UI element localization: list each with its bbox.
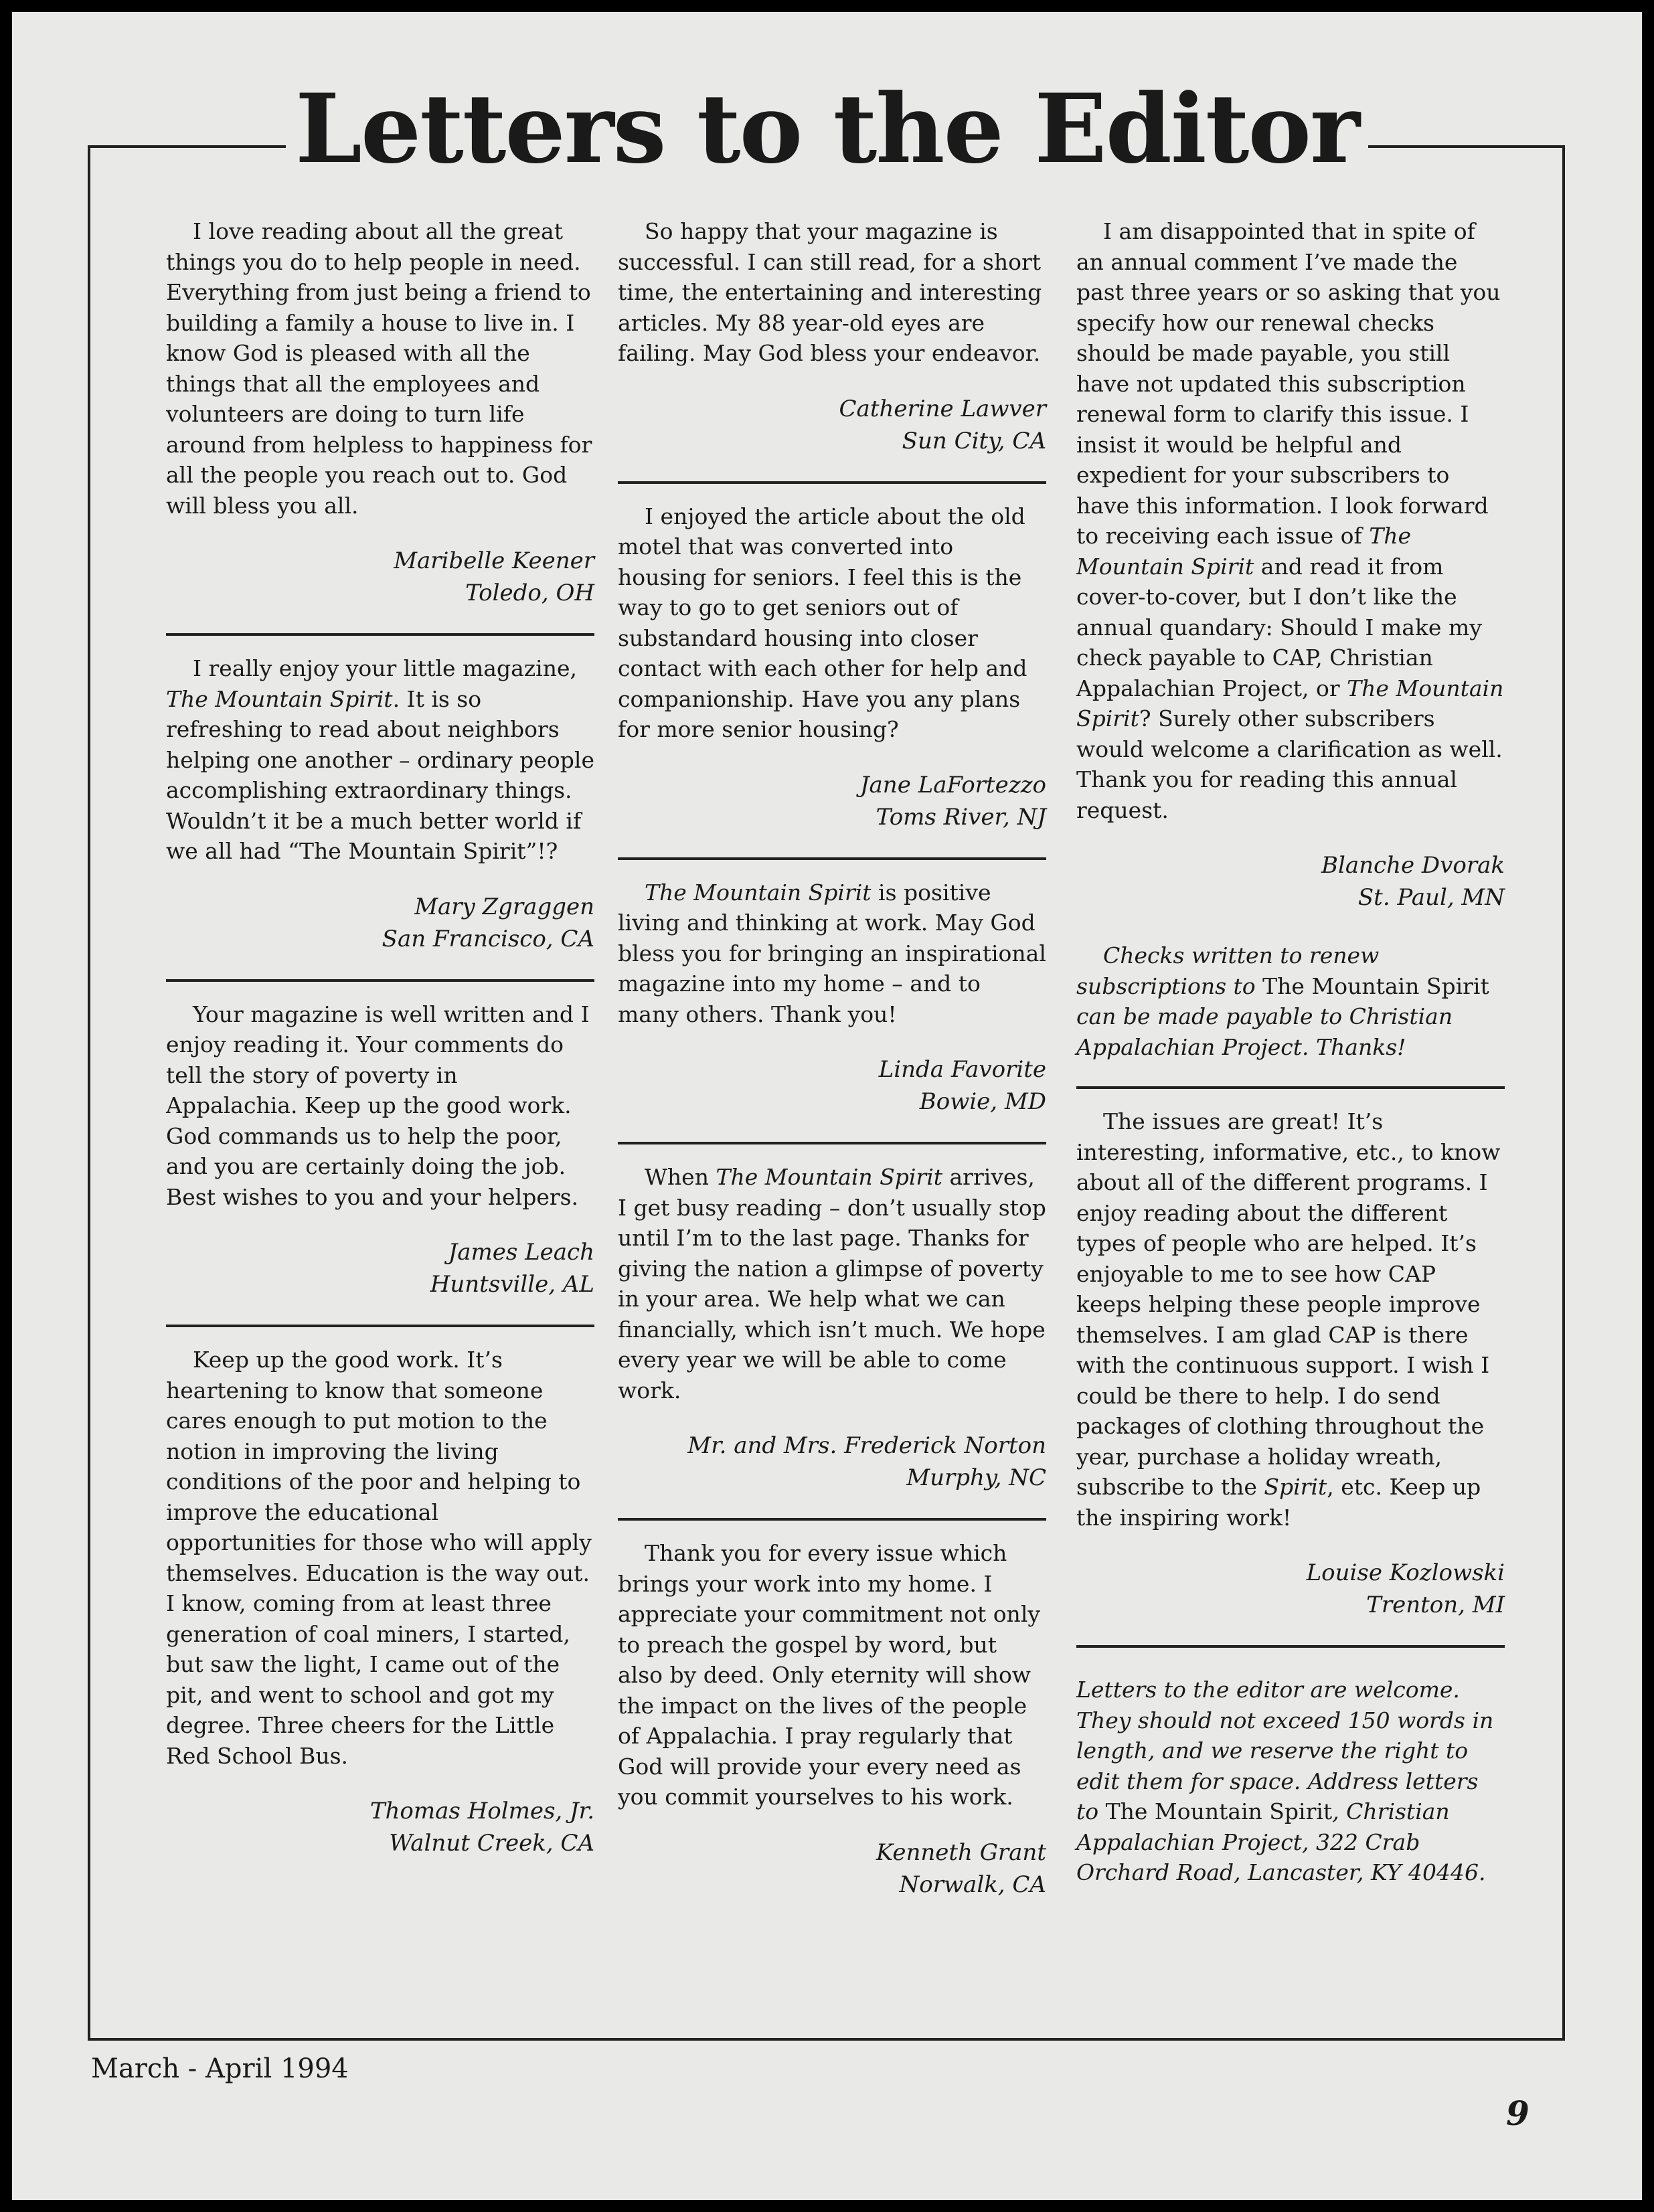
letter-author: Kenneth Grant bbox=[876, 1839, 1046, 1866]
letter-author: Blanche Dvorak bbox=[1321, 852, 1505, 879]
letter-text: I really enjoy your little magazine, bbox=[193, 655, 577, 681]
letter-location: Huntsville, AL bbox=[430, 1271, 594, 1298]
magazine-name: The Mountain Spirit bbox=[645, 879, 872, 906]
letter bbox=[166, 653, 594, 955]
magazine-page bbox=[12, 12, 1642, 2200]
magazine-name: The Mountain Spirit bbox=[166, 685, 393, 712]
magazine-name: The Mountain Spirit bbox=[716, 1164, 943, 1190]
letter bbox=[1076, 1106, 1505, 1621]
letter bbox=[618, 501, 1046, 833]
checks-note-text bbox=[1076, 940, 1505, 1062]
editor-note bbox=[1076, 1675, 1505, 1888]
letter-divider bbox=[166, 979, 594, 982]
letter-body: I enjoyed the article about the old motel that was converted into housing for seniors. I feel this is the way to go to get seniors out of substandard housing into closer contact with each other for help and companionship. Have you any plans for more senior housing? bbox=[618, 503, 1027, 742]
letter-body: Thank you for every issue which brings your work into my home. I appreciate your commitment not only to preach the gospel by word, but also by deed. Only eternity will show the impact on the lives of the people of Appalachia. I pray regularly that God will provide your every need as you commit yourselves to his work. bbox=[618, 1540, 1041, 1810]
note-text: can be made payable to Christian Appalachian Project. Thanks! bbox=[1076, 1003, 1453, 1060]
letter-divider bbox=[618, 481, 1046, 484]
letter bbox=[166, 999, 594, 1301]
letter-signature bbox=[618, 393, 1046, 457]
editor-note-text bbox=[1076, 1675, 1505, 1888]
letter-author: James Leach bbox=[448, 1239, 594, 1266]
letter-divider bbox=[166, 633, 594, 636]
letter-location: Murphy, NC bbox=[906, 1464, 1046, 1491]
page-title-wrap bbox=[12, 72, 1642, 186]
note-text: Letters to the editor are welcome. They should not exceed 150 words in length, and we reserve the right to edit them for space. Address letters to bbox=[1076, 1677, 1494, 1824]
note-text: , Christian Appalachian Project, 322 Crab Orchard Road, Lancaster, KY 40446. bbox=[1076, 1798, 1486, 1885]
letter-text: and read it from cover-to-cover, but I don’t like the annual quandary: Should I make my check payable to CAP, Christian Appalachian Project, or bbox=[1076, 553, 1482, 701]
letter-divider bbox=[618, 1518, 1046, 1521]
letter-text: . It is so refreshing to read about neighbors helping one another – ordinary people accomplishing extraordinary things. Wouldn’t it be a much better world if we all had “The Mountain Spirit”!? bbox=[166, 685, 595, 864]
letter-author: Maribelle Keener bbox=[394, 547, 594, 574]
letter-signature bbox=[1076, 1557, 1505, 1621]
letter-body bbox=[618, 1162, 1046, 1406]
letter-author: Mary Zgraggen bbox=[414, 893, 594, 920]
letter-body: Your magazine is well written and I enjoy reading it. Your comments do tell the story of poverty in Appalachia. Keep up the good work. God commands us to help the poor, and you are certainly doing the job. Best wishes to you and your helpers. bbox=[166, 1001, 590, 1210]
letter-text: I am disappointed that in spite of an annual comment I’ve made the past three years or so asking that you specify how our renewal checks should be made payable, you still have not updated this subscription renewal form to clarify this issue. I insist it would be helpful and expedient for your subscribers to have this information. I look forward to receiving each issue of bbox=[1076, 218, 1501, 549]
letter-divider bbox=[618, 857, 1046, 860]
letter-location: Trenton, MI bbox=[1366, 1592, 1505, 1618]
letter-signature bbox=[618, 769, 1046, 833]
letter-location: Sun City, CA bbox=[902, 427, 1046, 454]
letter bbox=[618, 216, 1046, 457]
letter-location: Norwalk, CA bbox=[899, 1871, 1046, 1898]
letter-body: So happy that your magazine is successful. I can still read, for a short time, the entertaining and interesting articles. My 88 year-old eyes are failing. May God bless your endeavor. bbox=[618, 218, 1042, 366]
letter-signature bbox=[618, 1430, 1046, 1494]
letter bbox=[618, 877, 1046, 1118]
page-number: 9 bbox=[1506, 2094, 1529, 2133]
letter-text: The issues are great! It’s interesting, informative, etc., to know about all of the different programs. I enjoy reading about the different types of people who are helped. It’s enjoyable to me to see how CAP keeps helping these people improve themselves. I am glad CAP is there with the continuous support. I wish I could be there to help. I do send packages of clothing throughout the year, purchase a holiday wreath, subscribe to the bbox=[1076, 1108, 1501, 1500]
letter bbox=[618, 1162, 1046, 1494]
letter-author: Mr. and Mrs. Frederick Norton bbox=[687, 1432, 1046, 1459]
letter-body: I love reading about all the great things you do to help people in need. Everything from just being a friend to building a family a house to live in. I know God is pleased with all the things that all the employees and volunteers are doing to turn life around from helpless to happiness for all the people you reach out to. God will bless you all. bbox=[166, 218, 592, 519]
letter-text: is positive living and thinking at work. May God bless you for bringing an inspirational magazine into my home – and to many others. Thank you! bbox=[618, 879, 1046, 1027]
letter-divider bbox=[166, 1325, 594, 1327]
letter-text: arrives, I get busy reading – don’t usually stop until I’m to the last page. Thanks for giving the nation a glimpse of poverty in your area. We help what we can financially, which isn’t much. We hope every year we will be able to come work. bbox=[618, 1164, 1046, 1403]
letter-location: Walnut Creek, CA bbox=[389, 1830, 594, 1857]
letter bbox=[1076, 216, 1505, 914]
letter-author: Jane LaFortezzo bbox=[859, 771, 1046, 798]
letter-author: Louise Kozlowski bbox=[1306, 1559, 1505, 1586]
letter-divider bbox=[1076, 1086, 1505, 1089]
magazine-name: The Mountain Spirit bbox=[1076, 523, 1412, 580]
letter-text: When bbox=[645, 1164, 716, 1190]
magazine-name: The Mountain Spirit bbox=[1105, 1798, 1333, 1824]
letter-location: Bowie, MD bbox=[919, 1088, 1046, 1115]
note-text: Checks written to renew subscriptions to bbox=[1076, 942, 1380, 999]
letter-text: ? Surely other subscribers would welcome a clarification as well. Thank you for reading this annual request. bbox=[1076, 705, 1503, 823]
letter-location: Toledo, OH bbox=[465, 580, 594, 606]
letter-body bbox=[618, 877, 1046, 1030]
letter-text: , etc. Keep up the inspiring work! bbox=[1076, 1474, 1481, 1531]
letter-author: Catherine Lawver bbox=[839, 395, 1046, 422]
column-1 bbox=[166, 216, 594, 1859]
magazine-name: The Mountain Spirit bbox=[1076, 675, 1504, 732]
letter bbox=[166, 216, 594, 609]
letter bbox=[166, 1345, 594, 1859]
letter-body: Keep up the good work. It’s heartening to know that someone cares enough to put motion to the notion in improving the living conditions of the poor and helping to improve the educational opportunities for those who will apply themselves. Education is the way out. I know, coming from at least three generation of coal miners, I started, but saw the light, I came out of the pit, and went to school and got my degree. Three cheers for the Little Red School Bus. bbox=[166, 1347, 592, 1769]
letter-divider bbox=[1076, 1645, 1505, 1648]
letter-signature bbox=[618, 1837, 1046, 1901]
letter-author: Linda Favorite bbox=[878, 1056, 1046, 1083]
column-2 bbox=[618, 216, 1046, 1901]
letter-body bbox=[166, 653, 594, 867]
letter-body bbox=[1076, 216, 1505, 825]
letter-signature bbox=[166, 1795, 594, 1859]
letter-divider bbox=[618, 1142, 1046, 1144]
letter-signature bbox=[618, 1053, 1046, 1118]
page-title: Letters to the Editor bbox=[286, 72, 1368, 186]
letter-location: St. Paul, MN bbox=[1357, 884, 1505, 911]
letter-signature bbox=[1076, 849, 1505, 914]
letter-signature bbox=[166, 891, 594, 955]
column-3 bbox=[1076, 216, 1505, 1888]
letter-location: Toms River, NJ bbox=[876, 803, 1046, 831]
checks-note bbox=[1076, 940, 1505, 1062]
issue-date: March - April 1994 bbox=[91, 2053, 349, 2084]
letter-body bbox=[1076, 1106, 1505, 1533]
letter-signature bbox=[166, 1236, 594, 1300]
magazine-name: The Mountain Spirit bbox=[1262, 972, 1489, 999]
magazine-name: Spirit bbox=[1264, 1474, 1327, 1500]
letter-author: Thomas Holmes, Jr. bbox=[369, 1798, 594, 1824]
letter-location: San Francisco, CA bbox=[382, 925, 594, 952]
letter bbox=[618, 1538, 1046, 1901]
letter-signature bbox=[166, 545, 594, 609]
